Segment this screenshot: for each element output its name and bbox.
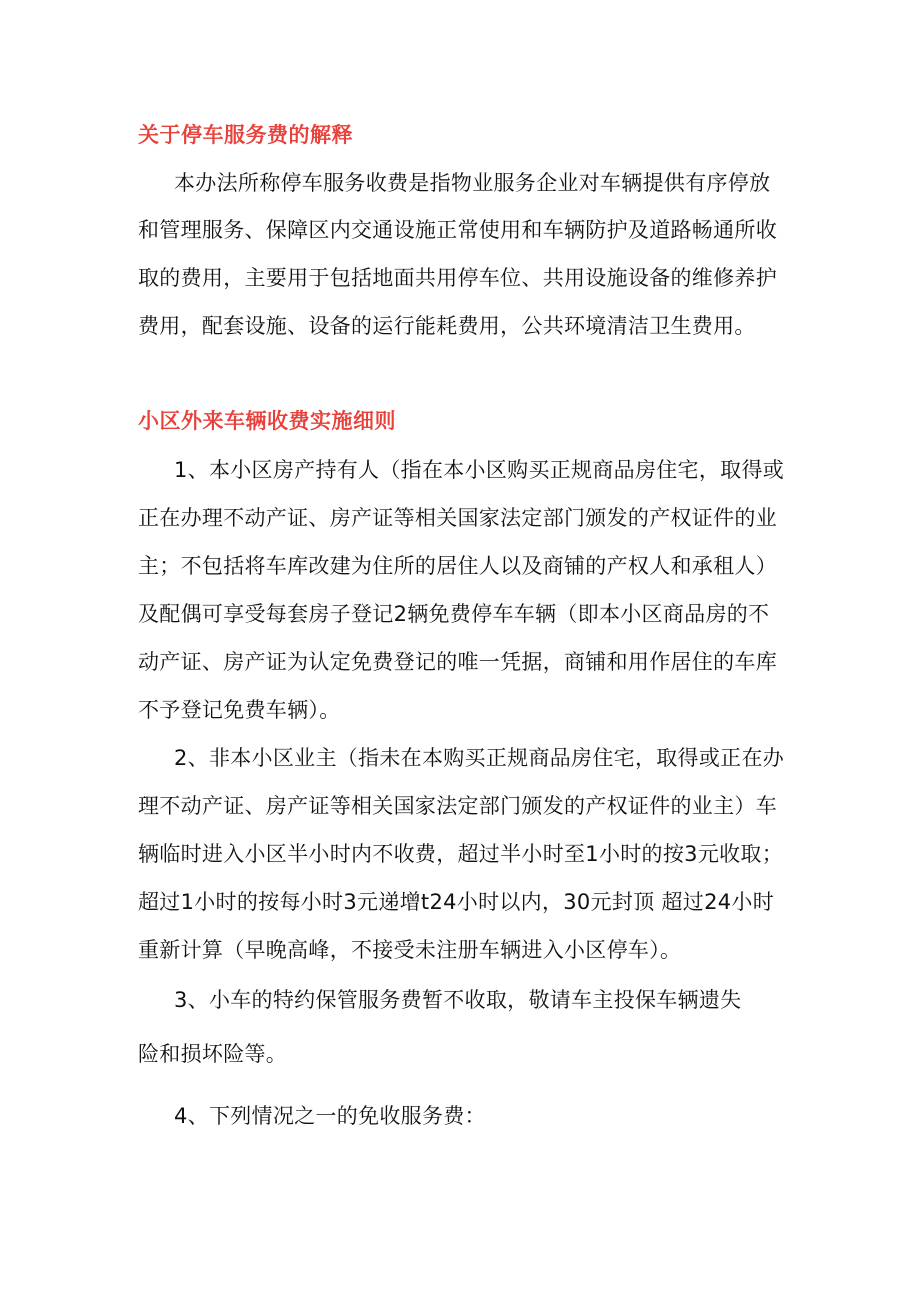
paragraph-line: 险和损坏险等。 [138, 1042, 288, 1066]
paragraph-line: 2、非本小区业主（指未在本购买正规商品房住宅，取得或正在办 [174, 746, 785, 770]
section-heading-parking-fee: 关于停车服务费的解释 [138, 123, 353, 147]
paragraph-line: 和管理服务、保障区内交通设施正常使用和车辆防护及道路畅通所收 [138, 218, 777, 242]
section-heading-visitor-rules: 小区外来车辆收费实施细则 [138, 409, 396, 433]
paragraph-line: 超过1小时的按每小时3元递增t24小时以内，30元封顶 超过24小时 [138, 890, 774, 914]
paragraph-line: 辆临时进入小区半小时内不收费，超过半小时至1小时的按3元收取； [138, 842, 784, 866]
paragraph-line: 及配偶可享受每套房子登记2辆免费停车车辆（即本小区商品房的不 [138, 602, 770, 626]
paragraph-line: 不予登记免费车辆）。 [138, 698, 341, 722]
paragraph-line: 1、本小区房产持有人（指在本小区购买正规商品房住宅，取得或 [174, 458, 785, 482]
paragraph-line: 4、下列情况之一的免收服务费： [174, 1104, 486, 1128]
paragraph-line: 本办法所称停车服务收费是指物业服务企业对车辆提供有序停放 [174, 171, 771, 195]
paragraph-line: 主；不包括将车库改建为住所的居住人以及商铺的产权人和承租人） [138, 554, 777, 578]
paragraph-line: 正在办理不动产证、房产证等相关国家法定部门颁发的产权证件的业 [138, 506, 777, 530]
paragraph-line: 费用，配套设施、设备的运行能耗费用，公共环境清洁卫生费用。 [138, 314, 756, 338]
paragraph-line: 取的费用，主要用于包括地面共用停车位、共用设施设备的维修养护 [138, 266, 777, 290]
paragraph-line: 动产证、房产证为认定免费登记的唯一凭据，商铺和用作居住的车库 [138, 650, 777, 674]
paragraph-line: 理不动产证、房产证等相关国家法定部门颁发的产权证件的业主）车 [138, 794, 777, 818]
paragraph-line: 重新计算（早晚高峰，不接受未注册车辆进入小区停车）。 [138, 938, 682, 962]
paragraph-line: 3、小车的特约保管服务费暂不收取，敬请车主投保车辆遗失 [174, 988, 742, 1012]
